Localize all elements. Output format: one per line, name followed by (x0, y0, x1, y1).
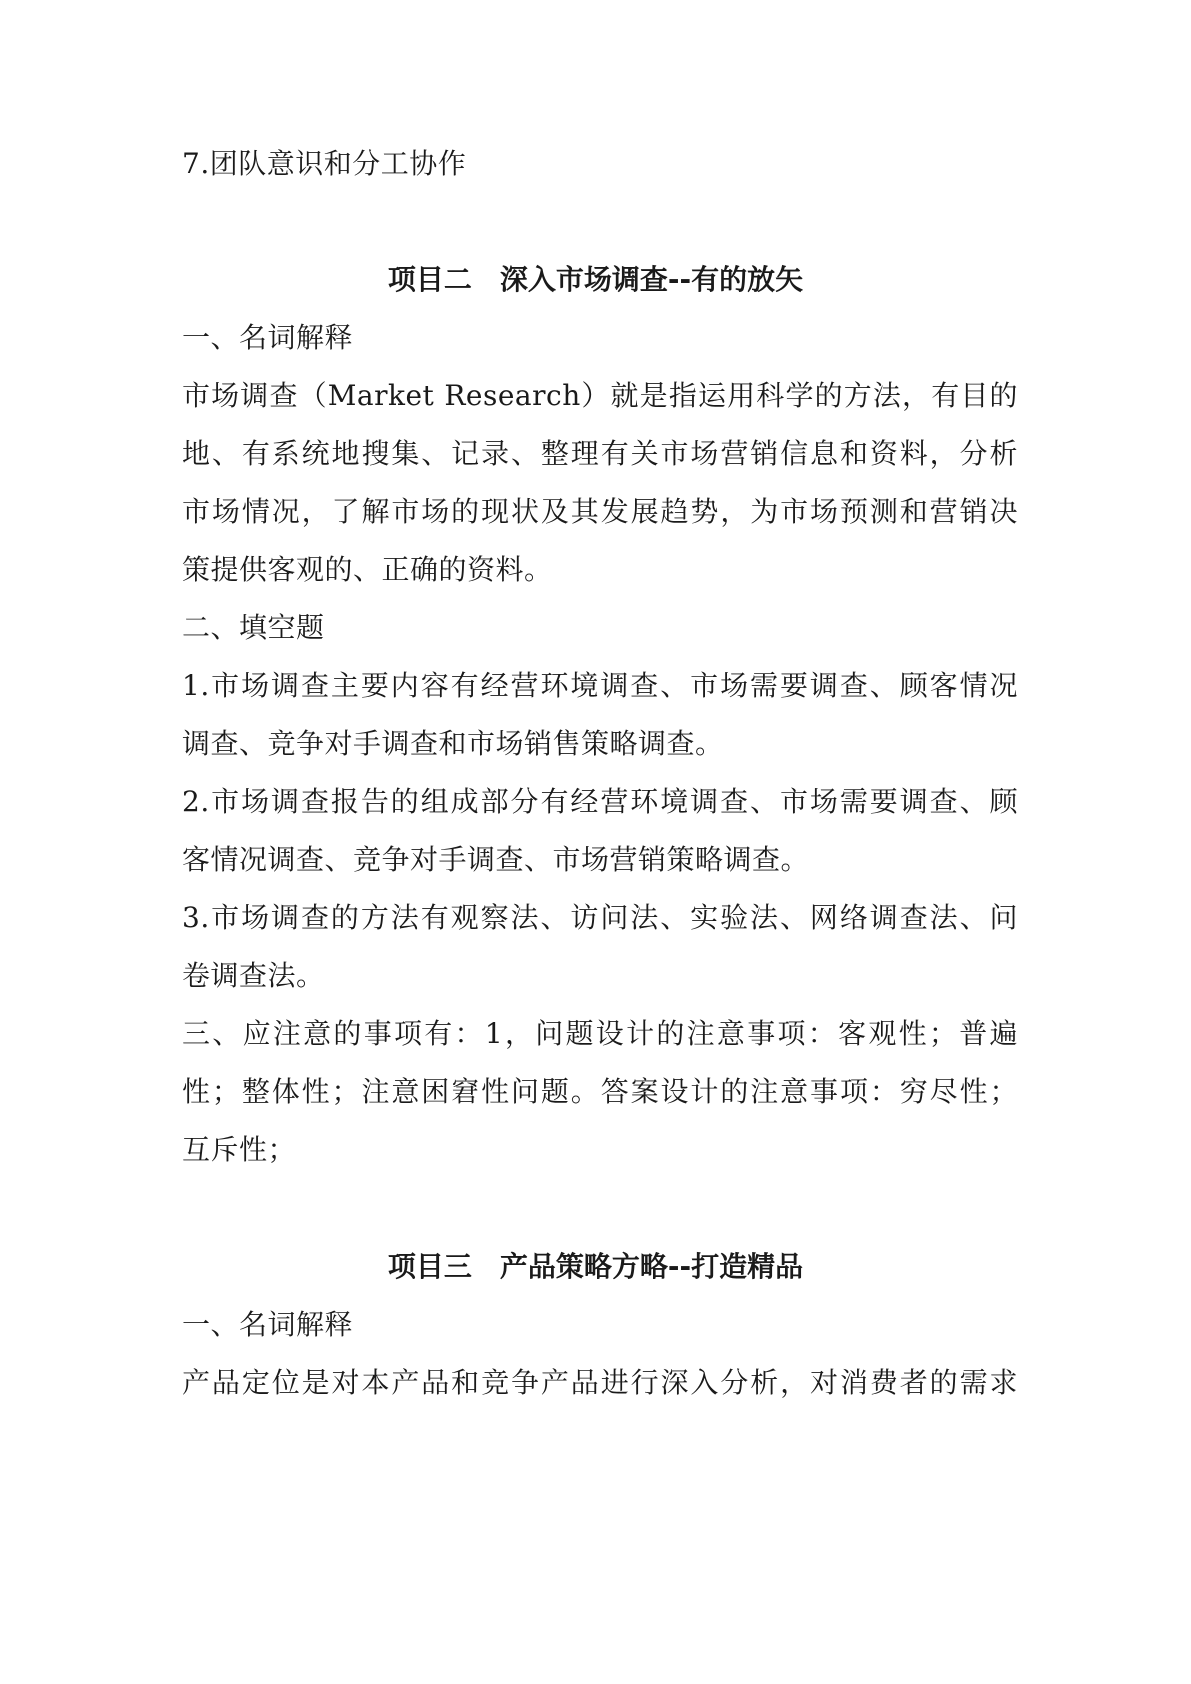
list-item-7: 7.团队意识和分工协作 (182, 147, 467, 180)
paragraph-line: 客情况调查、竞争对手调查、市场营销策略调查。 (182, 843, 810, 876)
paragraph-line: 卷调查法。 (182, 959, 325, 992)
subheading-definitions: 一、名词解释 (182, 1308, 354, 1341)
paragraph-line: 2.市场调查报告的组成部分有经营环境调查、市场需要调查、顾 (182, 785, 1018, 818)
subheading-definitions: 一、名词解释 (182, 321, 354, 354)
paragraph-line: 1.市场调查主要内容有经营环境调查、市场需要调查、顾客情况 (182, 669, 1018, 702)
paragraph-line: 市场调查（Market Research）就是指运用科学的方法，有目的 (182, 379, 1018, 412)
section-title-project-3: 项目三 产品策略方略--打造精品 (387, 1250, 804, 1283)
paragraph-line: 互斥性； (182, 1133, 297, 1166)
paragraph-line: 3.市场调查的方法有观察法、访问法、实验法、网络调查法、问 (182, 901, 1018, 934)
paragraph-line: 性；整体性；注意困窘性问题。答案设计的注意事项：穷尽性； (182, 1075, 1018, 1108)
subheading-fill-blank: 二、填空题 (182, 611, 325, 644)
paragraph-line: 市场情况，了解市场的现状及其发展趋势，为市场预测和营销决 (182, 495, 1018, 528)
paragraph-line: 策提供客观的、正确的资料。 (182, 553, 553, 586)
paragraph-line: 产品定位是对本产品和竞争产品进行深入分析，对消费者的需求 (182, 1366, 1018, 1399)
paragraph-line: 地、有系统地搜集、记录、整理有关市场营销信息和资料，分析 (182, 437, 1018, 470)
paragraph-line: 调查、竞争对手调查和市场销售策略调查。 (182, 727, 724, 760)
paragraph-line: 三、应注意的事项有：1，问题设计的注意事项：客观性；普遍 (182, 1017, 1018, 1050)
section-title-project-2: 项目二 深入市场调查--有的放矢 (387, 263, 804, 296)
